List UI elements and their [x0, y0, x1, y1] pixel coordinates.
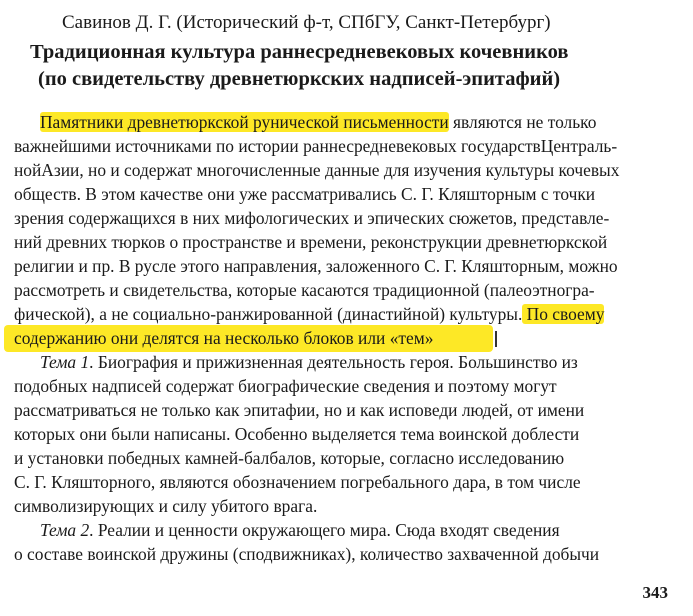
body-line: содержанию они делятся на несколько блоков или «тем»: [14, 328, 434, 348]
body-text: . Биография и прижизненная деятельность героя. Большинство из: [89, 352, 578, 372]
highlighted-text: Памятники древнетюркской рунической письменности: [40, 112, 449, 132]
body-line: о составе воинской дружины (сподвижниках), количество захваченной добычи: [14, 544, 600, 564]
body-line: рассматриваться не только как эпитафии, но и как исповеди людей, от имени: [14, 400, 585, 420]
body-line: [14, 302, 604, 326]
body-line: нойАзии, но и содержат многочисленные данные для изучения культуры кочевых: [14, 160, 620, 180]
body-line: которых они были написаны. Особенно выделяется тема воинской доблести: [14, 424, 580, 444]
body-line: обществ. В этом качестве они уже рассматривались С. Г. Кляшторным с точки: [14, 184, 596, 204]
page-number: 343: [642, 583, 668, 602]
title-line-1: Традиционная культура раннесредневековых кочевников: [30, 41, 569, 63]
body-line: ний древних тюрков о пространстве и времени, реконструкции древнетюркской: [14, 232, 608, 252]
text-cursor: [495, 331, 497, 347]
highlighted-text: По своему: [522, 304, 605, 324]
body-line: [40, 110, 596, 134]
title-line-2: (по свидетельству древнетюркских надписей-эпитафий): [38, 68, 561, 90]
body-line: и установки победных камней-балбалов, которые, согласно исследованию: [14, 448, 565, 468]
body-text: . Реалии и ценности окружающего мира. Сюда входят сведения: [89, 520, 560, 540]
body-text: являются не только: [448, 112, 597, 132]
body-line: подобных надписей содержат биографические сведения и поэтому могут: [14, 376, 557, 396]
body-line: зрения содержащихся в них мифологических и эпических сюжетов, представле-: [14, 208, 610, 228]
theme-label: Тема 1: [40, 352, 90, 372]
body-line: [40, 518, 560, 542]
body-line: важнейшими источниками по истории раннесредневековых государствЦентраль-: [14, 136, 618, 156]
author-line: Савинов Д. Г. (Исторический ф-т, СПбГУ, Санкт-Петербург): [62, 12, 551, 33]
body-text: фической), а не социально-ранжированной (династийной) культуры.: [14, 304, 523, 324]
body-line: символизирующих и силу убитого врага.: [14, 496, 318, 516]
body-line: рассмотреть и свидетельства, которые касаются традиционной (палеоэтногра-: [14, 280, 595, 300]
body-line: [40, 350, 578, 374]
body-line: религии и пр. В русле этого направления, заложенного С. Г. Кляшторным, можно: [14, 256, 618, 276]
body-line: С. Г. Кляшторного, являются обозначением погребального дара, в том числе: [14, 472, 581, 492]
theme-label: Тема 2: [40, 520, 90, 540]
